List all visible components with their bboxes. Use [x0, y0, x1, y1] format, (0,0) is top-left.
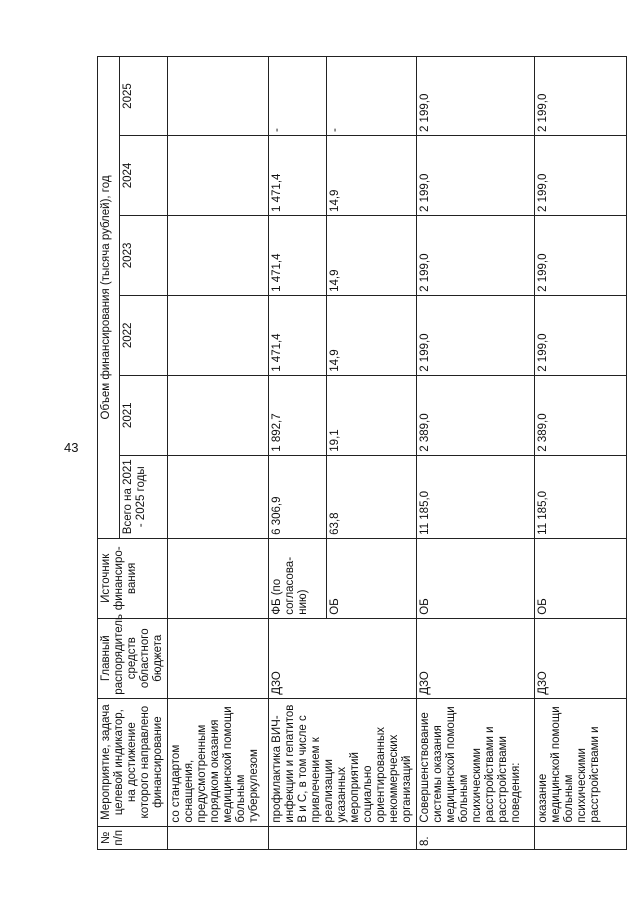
header-year-2022: 2022: [119, 295, 167, 375]
cell-manager: ДЗО: [269, 618, 417, 698]
cell-2024: 2 199,0: [417, 136, 535, 216]
header-year-2024: 2024: [119, 136, 167, 216]
header-total: Всего на 2021 - 2025 годы: [119, 455, 167, 538]
cell-2021: 1 892,7: [269, 375, 327, 455]
header-num: № п/п: [98, 826, 168, 849]
cell-2022: 1 471,4: [269, 295, 327, 375]
cell-2023: 1 471,4: [269, 215, 327, 295]
cell-num: [269, 826, 417, 849]
cell-manager: [168, 618, 269, 698]
cell-manager: ДЗО: [535, 618, 627, 698]
table-row: [535, 57, 627, 850]
cell-2025: 2 199,0: [417, 57, 535, 136]
header-source: Источник финансиро-вания: [98, 538, 168, 618]
cell-2024: 2 199,0: [535, 136, 627, 216]
cell-2022: 14,9: [326, 295, 416, 375]
cell-event: со стандартом оснащения, предусмотренным порядком оказания медицинской помощи больным туберкулезом: [168, 698, 269, 826]
cell-2025: -: [269, 57, 327, 136]
header-year-2023: 2023: [119, 215, 167, 295]
header-year-2025: 2025: [119, 57, 167, 136]
financing-table: [97, 56, 627, 850]
cell-total: 11 185,0: [535, 455, 627, 538]
cell-source: ОБ: [326, 538, 416, 618]
cell-2021: 2 389,0: [417, 375, 535, 455]
header-event: Мероприятие, задача целевой индикатор, на достижение которого направлено финансирование: [98, 698, 168, 826]
cell-num: [168, 826, 269, 849]
header-year-2021: 2021: [119, 375, 167, 455]
cell-source: ОБ: [417, 538, 535, 618]
header-manager: Главный распорядитель средств областного бюджета: [98, 618, 168, 698]
cell-2024: 14,9: [326, 136, 416, 216]
cell-total: [168, 455, 269, 538]
cell-manager: ДЗО: [417, 618, 535, 698]
cell-2022: 2 199,0: [535, 295, 627, 375]
cell-num: 8.: [417, 826, 535, 849]
cell-source: ОБ: [535, 538, 627, 618]
cell-2021: [168, 375, 269, 455]
cell-2023: [168, 215, 269, 295]
cell-num: [535, 826, 627, 849]
cell-total: 63,8: [326, 455, 416, 538]
cell-2024: 1 471,4: [269, 136, 327, 216]
cell-source: ФБ (по согласова-нию): [269, 538, 327, 618]
header-volume: Объем финансирования (тысяча рублей), год: [98, 57, 120, 539]
cell-2022: [168, 295, 269, 375]
cell-2021: 2 389,0: [535, 375, 627, 455]
cell-event: профилактика ВИЧ-инфекции и гепатитов В и С, в том числе с привлечением к реализации указанных мероприятий социально ориентированных некоммерческих организаций: [269, 698, 417, 826]
cell-2025: [168, 57, 269, 136]
cell-source: [168, 538, 269, 618]
cell-2023: 14,9: [326, 215, 416, 295]
page-number: 43: [64, 440, 79, 455]
table-row: [168, 57, 269, 850]
cell-2021: 19,1: [326, 375, 416, 455]
cell-2023: 2 199,0: [417, 215, 535, 295]
cell-2025: -: [326, 57, 416, 136]
table-row: [269, 57, 327, 850]
cell-event: Совершенствование системы оказания медицинской помощи больным психическими расстройствами и расстройствами поведения:: [417, 698, 535, 826]
cell-2022: 2 199,0: [417, 295, 535, 375]
table-row: [417, 57, 535, 850]
cell-event: оказание медицинской помощи больным психическими расстройствами и: [535, 698, 627, 826]
cell-total: 6 306,9: [269, 455, 327, 538]
cell-total: 11 185,0: [417, 455, 535, 538]
cell-2024: [168, 136, 269, 216]
cell-2023: 2 199,0: [535, 215, 627, 295]
header-row: [98, 57, 120, 850]
cell-2025: 2 199,0: [535, 57, 627, 136]
